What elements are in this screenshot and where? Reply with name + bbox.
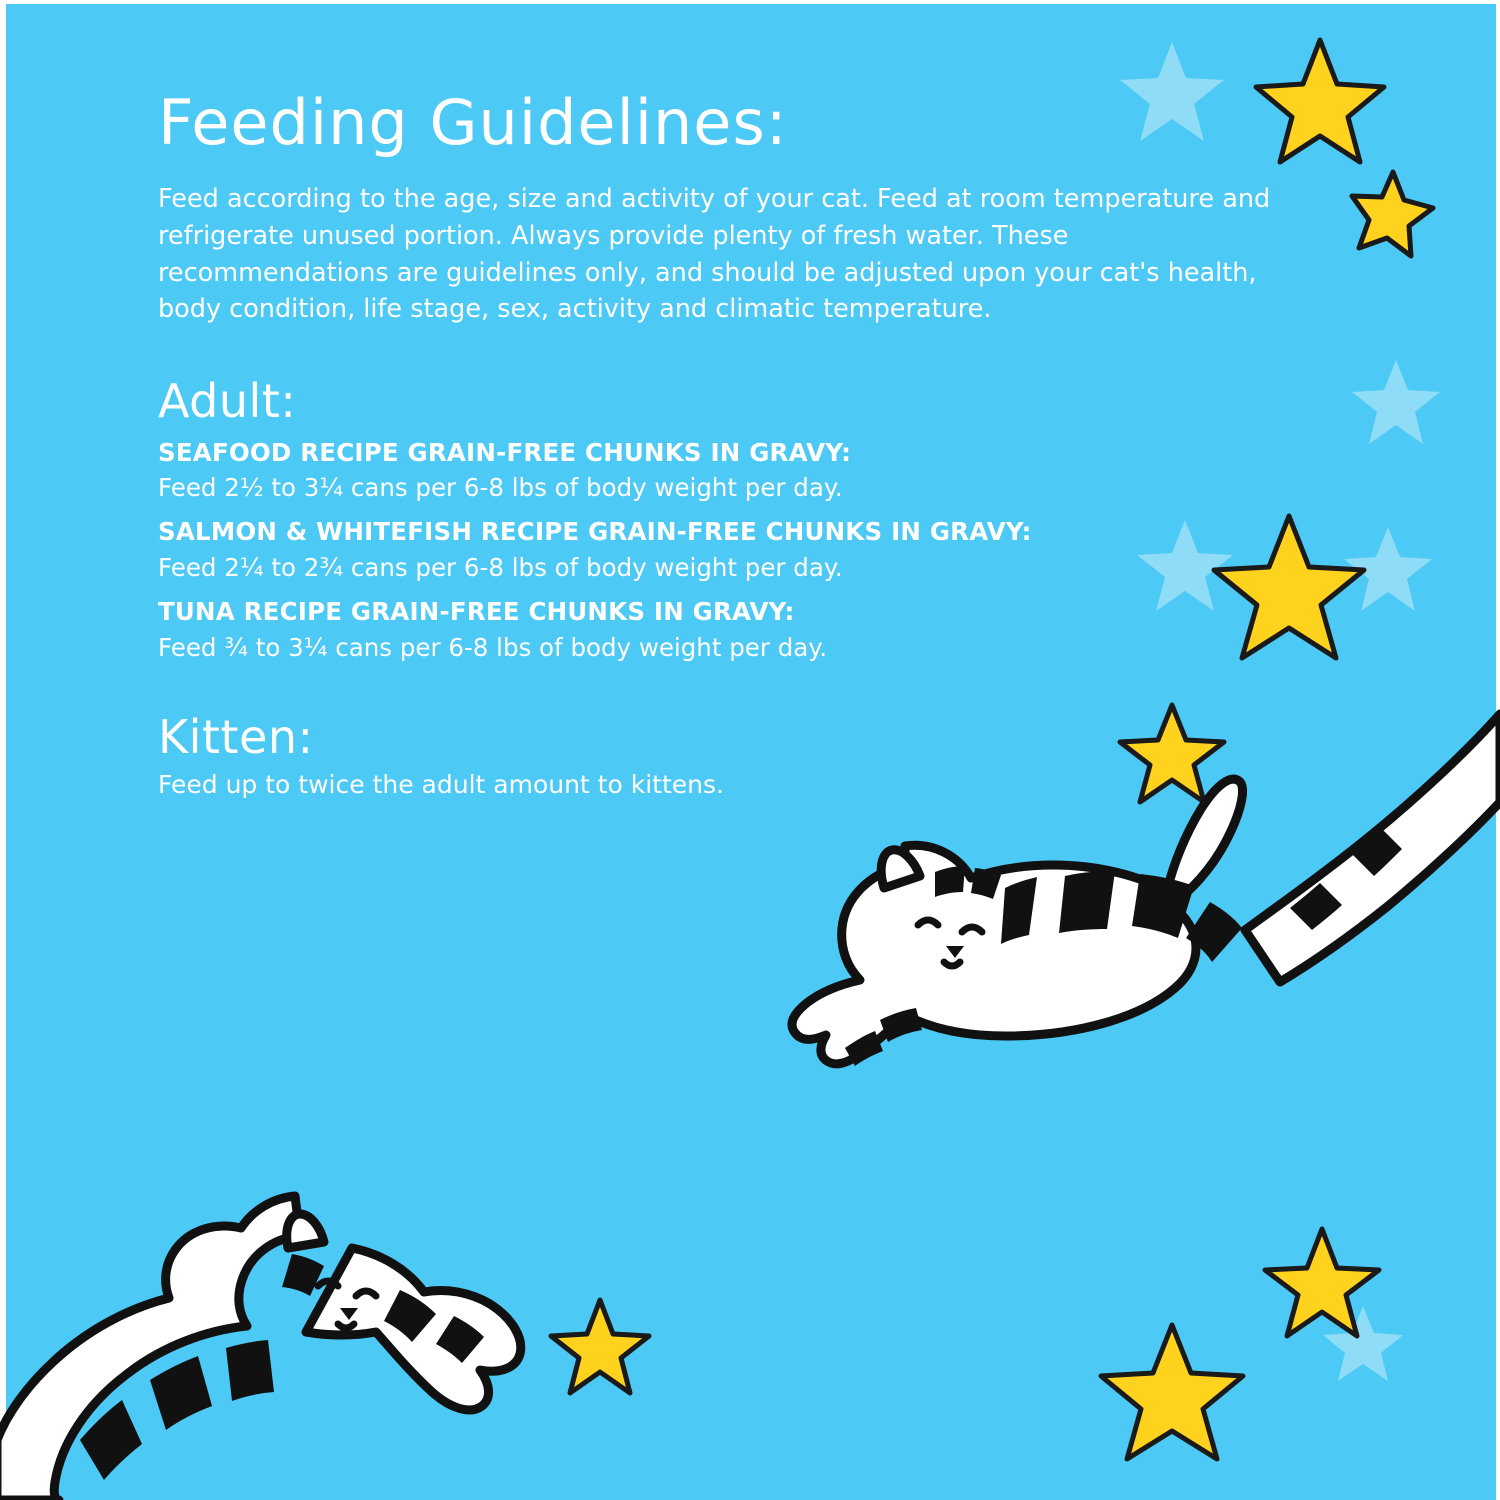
recipe-amount: Feed 2½ to 3¼ cans per 6-8 lbs of body weight per day.: [158, 473, 843, 503]
star-icon: [551, 1300, 649, 1393]
star-icon: [1352, 172, 1433, 256]
page-edge-left: [0, 0, 6, 1500]
feeding-guidelines-content: [158, 86, 1338, 802]
adult-section-heading: Adult:: [158, 373, 297, 428]
recipe-name: SALMON & WHITEFISH RECIPE GRAIN-FREE CHUNKS IN GRAVY:: [158, 517, 1032, 547]
page-edge-top: [0, 0, 1500, 4]
adult-recipe-list: [158, 437, 1338, 664]
star-icon: [1323, 1306, 1403, 1381]
recipe-amount: Feed ¾ to 3¼ cans per 6-8 lbs of body weight per day.: [158, 632, 828, 662]
recipe-item: [158, 516, 1338, 584]
recipe-amount: Feed 2¼ to 2¾ cans per 6-8 lbs of body weight per day.: [158, 553, 843, 583]
page-edge-right: [1496, 0, 1500, 1500]
kitten-section-heading: Kitten:: [158, 709, 314, 764]
kitten-feeding-note: Feed up to twice the adult amount to kittens.: [158, 770, 724, 800]
star-icon: [1344, 527, 1432, 611]
intro-paragraph: Feed according to the age, size and activity of your cat. Feed at room temperature and refrigerate unused portion. Always provide plenty of fresh water. These recommendations are guidelines only, and should be adjusted upon your cat's health, body condition, life stage, sex, activity and climatic temperature.: [158, 184, 1271, 325]
recipe-item: [158, 437, 1338, 505]
recipe-item: [158, 596, 1338, 664]
recipe-name: TUNA RECIPE GRAIN-FREE CHUNKS IN GRAVY:: [158, 596, 795, 626]
cat-illustration-bottom: [0, 1196, 521, 1500]
star-icon: [1101, 1325, 1243, 1459]
star-icon: [1352, 360, 1440, 444]
star-icon: [1265, 1229, 1379, 1336]
recipe-name: SEAFOOD RECIPE GRAIN-FREE CHUNKS IN GRAVY:: [158, 437, 852, 467]
page-title: Feeding Guidelines:: [158, 86, 788, 159]
